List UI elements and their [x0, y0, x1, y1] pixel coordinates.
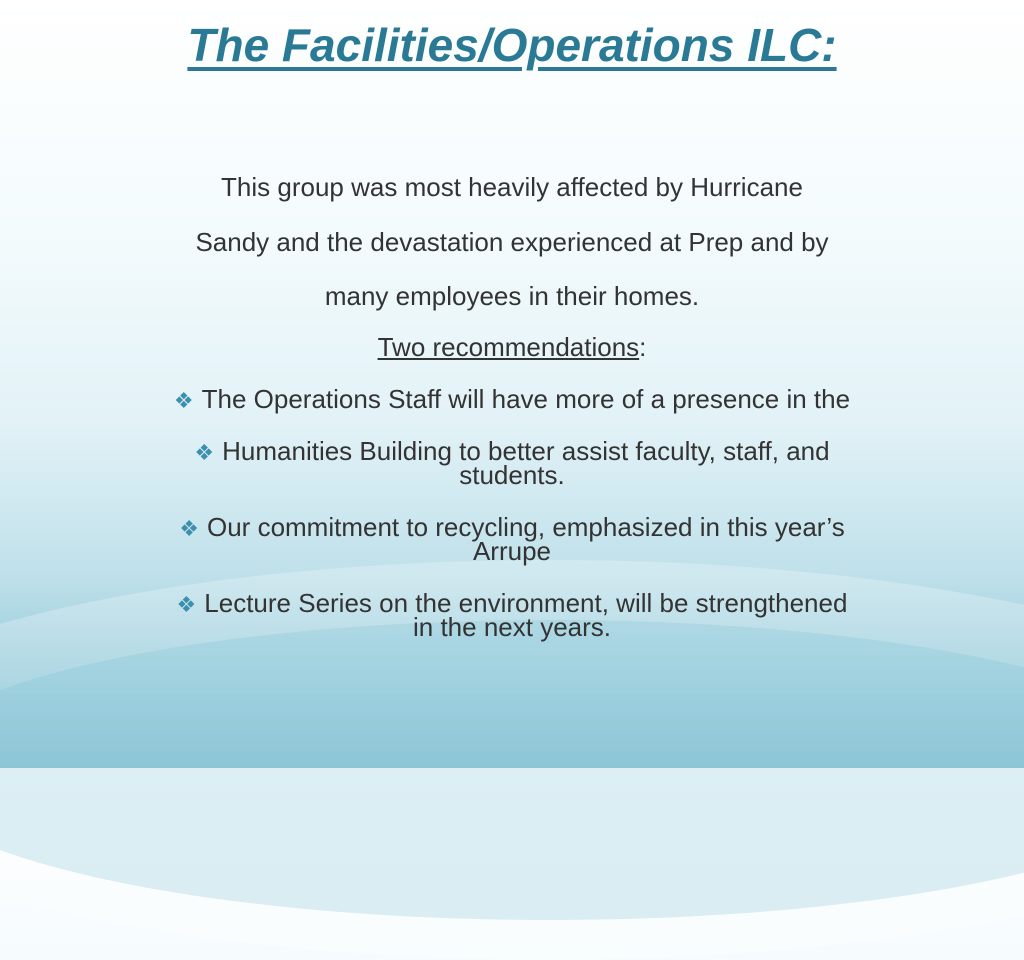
overflow-line: students.: [459, 460, 565, 490]
diamond-bullet-icon: ❖: [179, 516, 199, 541]
background-wave: [0, 620, 1024, 920]
bullet-text: Our commitment to recycling, emphasized in this year’s: [207, 512, 845, 542]
slide-title: The Facilities/Operations ILC:: [187, 19, 837, 71]
bullet-text: The Operations Staff will have more of a presence in the: [201, 384, 851, 414]
recommendations-label: Two recommendations: [377, 332, 640, 362]
intro-line-3: many employees in their homes.: [324, 281, 700, 311]
intro-line-2: Sandy and the devastation experienced at Prep and by: [195, 227, 829, 257]
bullet-text: Lecture Series on the environment, will be strengthened: [204, 588, 848, 618]
overflow-line: Arrupe: [472, 536, 552, 566]
recommendations-colon: :: [639, 332, 647, 362]
diamond-bullet-icon: ❖: [194, 440, 215, 465]
intro-line-1: This group was most heavily affected by Hurricane: [221, 172, 803, 202]
bullet-item: [0, 384, 1024, 415]
diamond-bullet-icon: ❖: [176, 592, 197, 617]
diamond-bullet-icon: ❖: [173, 388, 194, 413]
recommendations-heading: [0, 332, 1024, 363]
overflow-line: in the next years.: [413, 612, 611, 642]
bullet-text: Humanities Building to better assist faculty, staff, and: [222, 436, 830, 466]
